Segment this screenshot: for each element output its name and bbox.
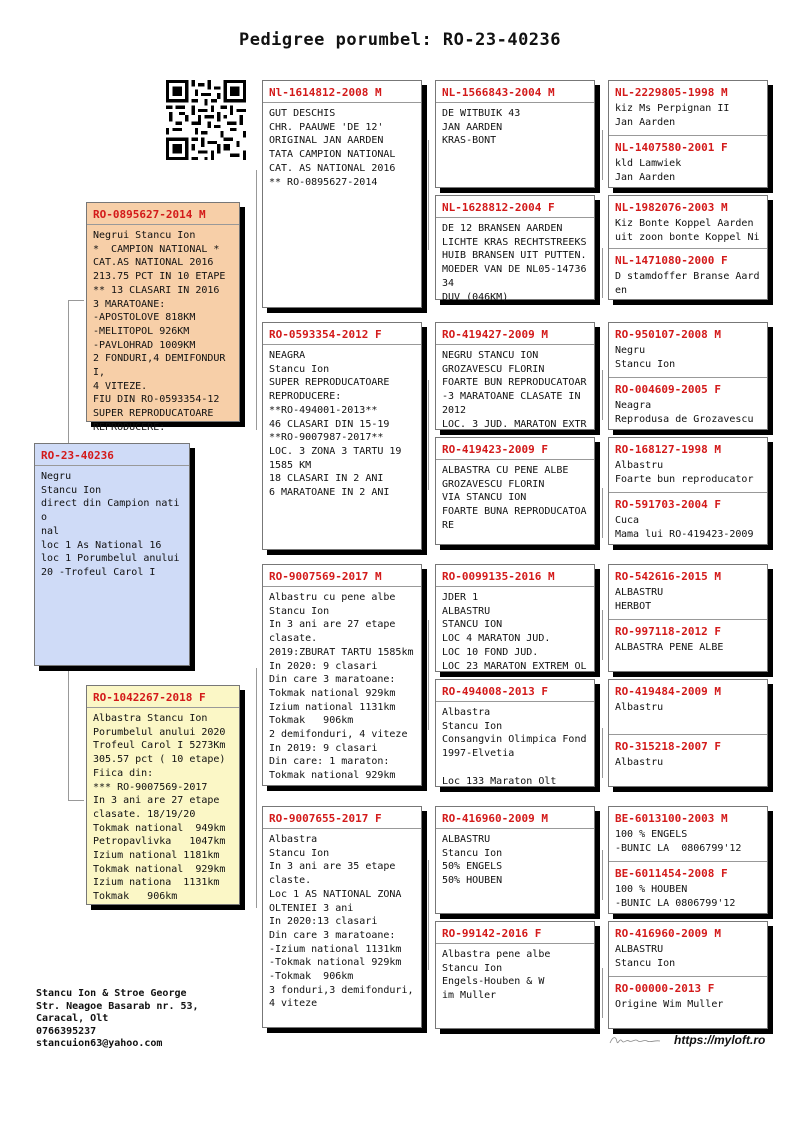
pigeon-ring: BE-6013100-2003 M: [615, 812, 728, 825]
great-grandparent-card[interactable]: [435, 679, 595, 787]
pigeon-text: DE 12 BRANSEN AARDEN LICHTE KRAS RECHTSTREEKS HUIB BRANSEN UIT PUTTEN. MOEDER VAN DE NL05-14736 34 DUV (046KM): [442, 223, 587, 303]
dam-ring: RO-1042267-2018 F: [93, 691, 206, 704]
pigeon-text: Albastra Stancu Ion Consangvin Olimpica Fond 1997-Elvetia Loc 133 Maraton Olt: [442, 707, 587, 787]
pigeon-text: ALBASTRU Stancu Ion 50% ENGELS 50% HOUBEN: [442, 834, 503, 887]
owner-name: Stancu Ion & Stroe George: [36, 988, 187, 999]
subject-ring: RO-23-40236: [41, 449, 114, 462]
gen4-card[interactable]: [608, 921, 768, 1029]
gen4-card[interactable]: [608, 195, 768, 300]
connector-line: [602, 248, 603, 298]
pigeon-ring: NL-1407580-2001 F: [615, 141, 728, 154]
pigeon-text: Negru Stancu Ion: [615, 345, 676, 370]
qr-code-icon: [166, 80, 246, 160]
pigeon-text: Albastra pene albe Stancu Ion Engels-Houben & W im Muller: [442, 949, 551, 1002]
pigeon-text: kld Lamwiek Jan Aarden: [615, 158, 682, 183]
pigeon-ring: RO-542616-2015 M: [615, 570, 721, 583]
great-grandparent-card[interactable]: [435, 921, 595, 1029]
connector-line: [256, 668, 257, 908]
sire-text: Negrui Stancu Ion * CAMPION NATIONAL * CAT.AS NATIONAL 2016 213.75 PCT IN 10 ETAPE ** 13 CLASARI IN 2016 3 MARATOANE: -APOSTOLOVE 818KM -MELITOPOL 926KM -PAVLOHRAD 1009KM 2 FONDURI,4 DEMIFONDURI, 4 VITEZE. FIU DIN RO-0593354-12 SUPER REPRODUCATOARE REPRODUCERE:: [93, 230, 226, 433]
signature-icon: [608, 1032, 664, 1048]
pigeon-text: Neagra Reprodusa de Grozavescu: [615, 400, 754, 425]
pigeon-ring: RO-00000-2013 F: [615, 982, 715, 995]
pigeon-ring: NL-2229805-1998 M: [615, 86, 728, 99]
sire-card[interactable]: [86, 202, 240, 433]
connector-line: [428, 860, 429, 970]
connector-line: [602, 610, 603, 660]
pigeon-ring: RO-416960-2009 M: [442, 812, 548, 825]
subject-card[interactable]: [34, 443, 190, 666]
pigeon-ring: RO-416960-2009 M: [615, 927, 721, 940]
pigeon-text: kiz Ms Perpignan II Jan Aarden: [615, 103, 730, 128]
pigeon-text: NEGRU STANCU ION GROZAVESCU FLORIN FOARTE BUN REPRODUCATOAR -3 MARATOANE CLASATE IN 2012 LOC. 3 JUD. MARATON EXTR: [442, 350, 587, 430]
pigeon-text: ALBASTRU HERBOT: [615, 587, 664, 612]
pigeon-ring: RO-0593354-2012 F: [269, 328, 382, 341]
connector-line: [428, 380, 429, 490]
pigeon-ring: RO-494008-2013 F: [442, 685, 548, 698]
pigeon-ring: RO-315218-2007 F: [615, 740, 721, 753]
pigeon-text: Cuca Mama lui RO-419423-2009: [615, 515, 754, 540]
owner-phone[interactable]: 0766395237: [36, 1025, 97, 1037]
pigeon-text: JDER 1 ALBASTRU STANCU ION LOC 4 MARATON JUD. LOC 10 FOND JUD. LOC 23 MARATON EXTREM OL: [442, 592, 587, 672]
gen4-card[interactable]: [608, 322, 768, 430]
pigeon-text: Albastru cu pene albe Stancu Ion In 3 ani are 27 etape clasate. 2019:ZBURAT TARTU 1585km In 2020: 9 clasari Din care 3 maratoane: Tokmak national 929km Izium national 1131km Tokmak 906km 2 demifonduri, 4 viteze In 2019: 9 clasari Din care: 1 maraton: Tokmak national 929km: [269, 592, 414, 782]
pigeon-ring: RO-997118-2012 F: [615, 625, 721, 638]
connector-line: [602, 488, 603, 538]
grandparent-card[interactable]: [262, 80, 422, 308]
great-grandparent-card[interactable]: [435, 195, 595, 303]
pigeon-text: D stamdoffer Branse Aard en: [615, 271, 760, 296]
pigeon-ring: RO-99142-2016 F: [442, 927, 542, 940]
connector-line: [428, 140, 429, 250]
pigeon-ring: Nl-1614812-2008 M: [269, 86, 382, 99]
pigeon-ring: RO-168127-1998 M: [615, 443, 721, 456]
dam-text: Albastra Stancu Ion Porumbelul anului 2020 Trofeul Carol I 5273Km 305.57 pct ( 10 etape) Fiica din: *** RO-9007569-2017 In 3 ani are 27 etape clasate. 18/19/20 Tokmak national 949km Petropavlivka 1047km Izium national 1181km Tokmak national 929km Izium nationa 1131km Tokmak 906km: [93, 713, 226, 903]
pigeon-text: Albastru: [615, 702, 664, 713]
pigeon-text: ALBASTRU Stancu Ion: [615, 944, 676, 969]
pigeon-ring: RO-419423-2009 F: [442, 443, 548, 456]
sire-ring: RO-0895627-2014 M: [93, 208, 206, 221]
pigeon-text: NEAGRA Stancu Ion SUPER REPRODUCATOARE REPRODUCERE: **RO-494001-2013** 46 CLASARI DIN 15-19 **RO-9007987-2017** LOC. 3 ZONA 3 TARTU 19 1585 KM 18 CLASARI IN 2 ANI 6 MARATOANE IN 2 ANI: [269, 350, 402, 499]
connector-line: [602, 370, 603, 420]
pigeon-text: Albastra Stancu Ion In 3 ani are 35 etape claste. Loc 1 AS NATIONAL ZONA OLTENIEI 3 ani In 2020:13 clasari Din care 3 maratoane: -Izium national 1131km -Tokmak national 929km -Tokmak 906km 3 fonduri,3 demifonduri, 4 viteze: [269, 834, 414, 1010]
connector-line: [256, 170, 257, 430]
pigeon-text: DE WITBUIK 43 JAN AARDEN KRAS-BONT: [442, 108, 521, 147]
pigeon-text: 100 % HOUBEN -BUNIC LA 0806799'12: [615, 884, 736, 909]
pigeon-ring: RO-591703-2004 F: [615, 498, 721, 511]
pigeon-ring: NL-1982076-2003 M: [615, 201, 728, 214]
connector-line: [68, 800, 84, 801]
connector-line: [602, 850, 603, 900]
owner-info: [36, 988, 199, 1051]
pigeon-text: Origine Wim Muller: [615, 999, 724, 1010]
connector-line: [68, 300, 84, 301]
owner-city: Caracal, Olt: [36, 1013, 109, 1024]
pigeon-text: GUT DESCHIS CHR. PAAUWE 'DE 12' ORIGINAL JAN AARDEN TATA CAMPION NATIONAL CAT. AS NATIONAL 2016 ** RO-0895627-2014: [269, 108, 396, 188]
gen4-card[interactable]: [608, 806, 768, 914]
gen4-card[interactable]: [608, 437, 768, 545]
pigeon-text: Albastru: [615, 757, 664, 768]
dam-card[interactable]: [86, 685, 240, 905]
pigeon-ring: NL-1628812-2004 F: [442, 201, 555, 214]
connector-line: [602, 130, 603, 180]
great-grandparent-card[interactable]: [435, 564, 595, 672]
pigeon-text: Kiz Bonte Koppel Aarden uit zoon bonte Koppel Ni: [615, 218, 760, 243]
connector-line: [428, 620, 429, 730]
pigeon-text: ALBASTRA PENE ALBE: [615, 642, 724, 653]
grandparent-card[interactable]: [262, 564, 422, 786]
pigeon-ring: NL-1471080-2000 F: [615, 254, 728, 267]
great-grandparent-card[interactable]: [435, 80, 595, 188]
grandparent-card[interactable]: [262, 806, 422, 1028]
great-grandparent-card[interactable]: [435, 322, 595, 430]
pigeon-ring: NL-1566843-2004 M: [442, 86, 555, 99]
pigeon-ring: RO-419484-2009 M: [615, 685, 721, 698]
pigeon-ring: RO-9007655-2017 F: [269, 812, 382, 825]
subject-text: Negru Stancu Ion direct din Campion natio nal loc 1 As National 16 loc 1 Porumbelul anului 20 -Trofeul Carol I: [41, 471, 180, 578]
great-grandparent-card[interactable]: [435, 437, 595, 545]
great-grandparent-card[interactable]: [435, 806, 595, 914]
connector-line: [602, 968, 603, 1018]
page-title: Pedigree porumbel: RO-23-40236: [238, 30, 562, 50]
grandparent-card[interactable]: [262, 322, 422, 550]
pigeon-ring: RO-0099135-2016 M: [442, 570, 555, 583]
gen4-card[interactable]: [608, 564, 768, 672]
pigeon-text: Albastru Foarte bun reproducator: [615, 460, 754, 485]
owner-address: Str. Neagoe Basarab nr. 53,: [36, 1000, 199, 1012]
pigeon-ring: RO-9007569-2017 M: [269, 570, 382, 583]
pigeon-text: ALBASTRA CU PENE ALBE GROZAVESCU FLORIN VIA STANCU ION FOARTE BUNA REPRODUCATOA RE: [442, 465, 587, 531]
pigeon-text: 100 % ENGELS -BUNIC LA 0806799'12: [615, 829, 742, 854]
pigeon-ring: BE-6011454-2008 F: [615, 867, 728, 880]
connector-line: [602, 728, 603, 778]
pigeon-ring: RO-004609-2005 F: [615, 383, 721, 396]
gen4-card[interactable]: [608, 80, 768, 188]
pigeon-ring: RO-419427-2009 M: [442, 328, 548, 341]
owner-email[interactable]: stancuion63@yahoo.com: [36, 1038, 163, 1049]
gen4-card[interactable]: [608, 679, 768, 787]
website-link[interactable]: https://myloft.ro: [674, 1033, 766, 1047]
pigeon-ring: RO-950107-2008 M: [615, 328, 721, 341]
